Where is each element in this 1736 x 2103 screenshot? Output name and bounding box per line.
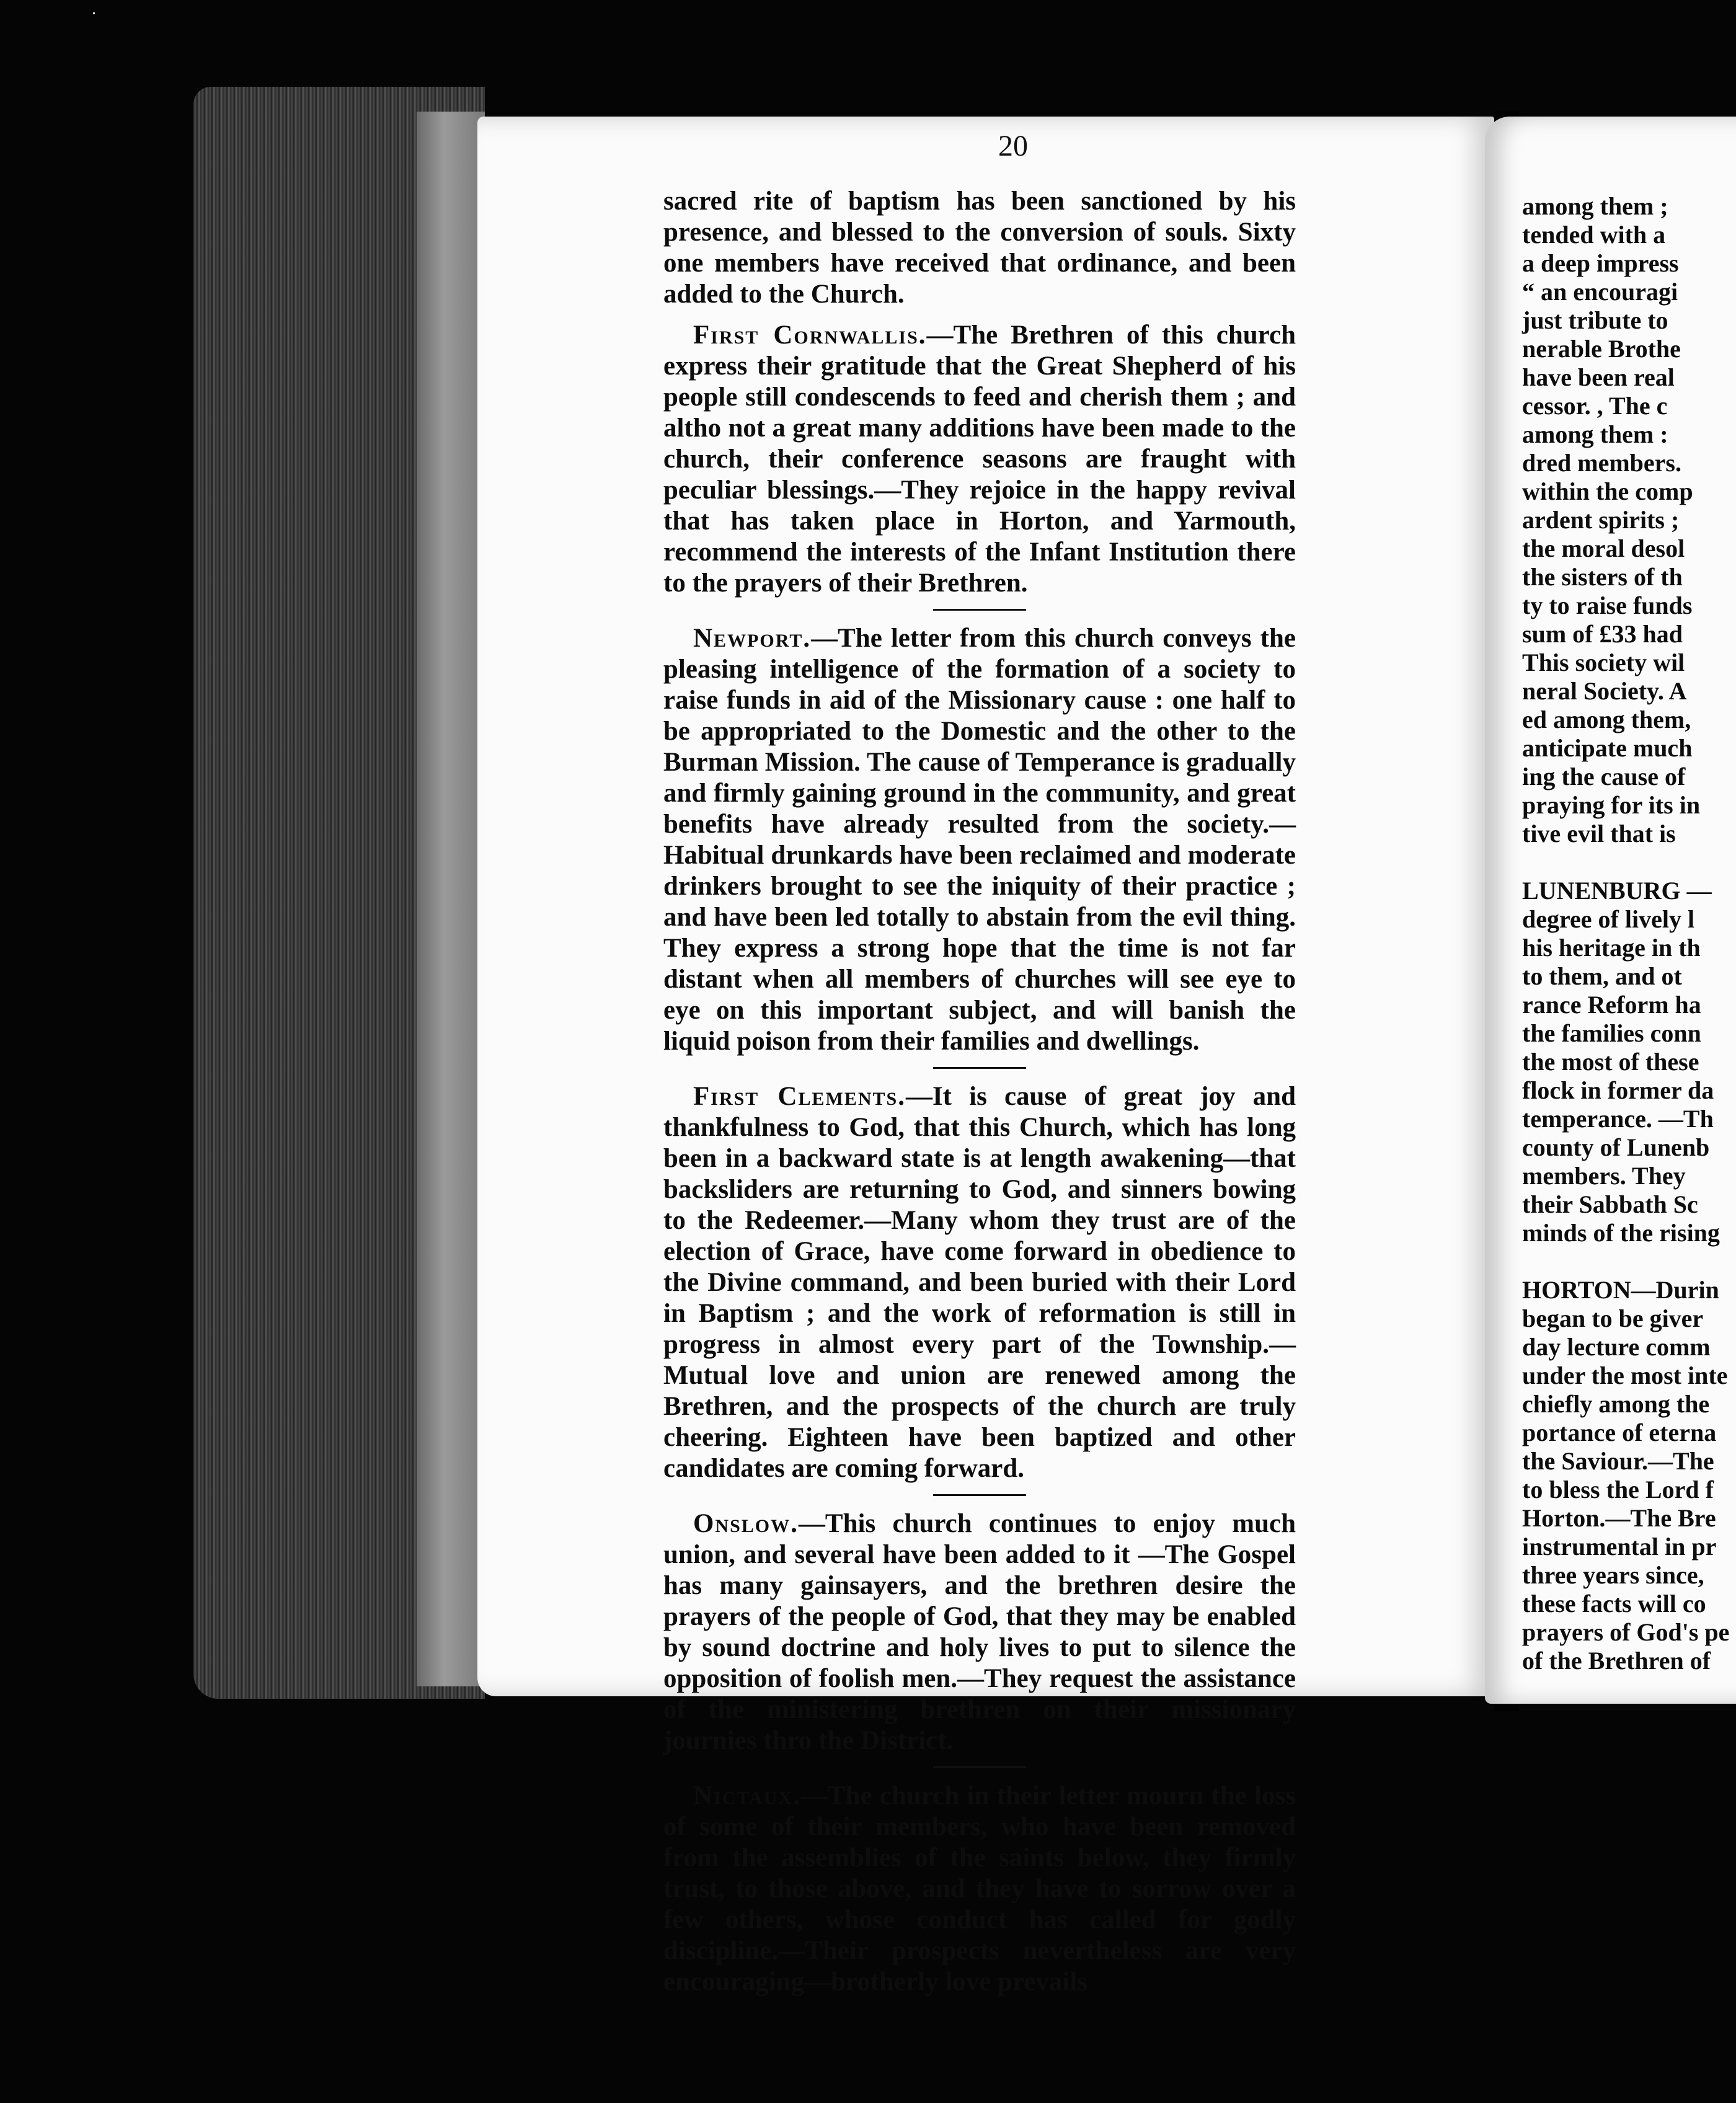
right-page-line: ardent spirits ; bbox=[1522, 506, 1680, 534]
section-first-cornwallis bbox=[663, 320, 1296, 599]
right-page-line: rance Reform ha bbox=[1522, 991, 1701, 1019]
right-page-line: the sisters of th bbox=[1522, 563, 1683, 591]
right-page-line: anticipate much bbox=[1522, 734, 1693, 762]
right-page-line: a deep impress bbox=[1522, 249, 1679, 277]
section-text: —The Brethren of this church express their gratitude that the Great Shepherd of his people still condescends to feed and cherish them ; and altho not a great many additions have been made to the church, their conference seasons are fraught with peculiar blessings.—They rejoice in the happy revival that has taken place in Horton, and Yarmouth, recommend the interests of the Infant Institution there to the prayers of their Brethren. bbox=[663, 321, 1296, 598]
right-page-line: three years since, bbox=[1522, 1561, 1704, 1589]
section-text: —This church continues to enjoy much union, and several have been added to it —The Gospel has many gainsayers, and the brethren desire the prayers of the people of God, that they may be enabled by sound doctrine and holy lives to put to silence the opposition of foolish men.—They request the assistance of the ministering brethren on their missionary journies thro the District. bbox=[663, 1509, 1296, 1755]
right-page-line: of the Brethren of bbox=[1522, 1647, 1711, 1675]
right-page-line: within the comp bbox=[1522, 477, 1693, 505]
right-page-line: portance of eterna bbox=[1522, 1419, 1717, 1446]
right-page-line: to bless the Lord f bbox=[1522, 1476, 1714, 1503]
right-page-line: ty to raise funds bbox=[1522, 591, 1693, 619]
right-page-line: their Sabbath Sc bbox=[1522, 1190, 1698, 1218]
right-page-line: tended with a bbox=[1522, 221, 1666, 249]
left-page bbox=[477, 117, 1494, 1996]
section-text: —The church in their letter mourn the loss of some of their members, who have been removed from the assemblies of the saints below, they firmly trust, to those above, and they have to sorrow over a few others, whose conduct has called for godly discipline.—Their prospects nevertheless are very encouraging—brotherly love prevails bbox=[663, 1781, 1296, 1996]
section-first-clements bbox=[663, 1081, 1296, 1484]
right-page-line: degree of lively l bbox=[1522, 905, 1695, 933]
right-page-line: praying for its in bbox=[1522, 791, 1701, 819]
right-page bbox=[1485, 117, 1736, 1704]
section-newport bbox=[663, 623, 1296, 1057]
section-nictaux bbox=[663, 1781, 1296, 1998]
right-page-line: among them : bbox=[1522, 420, 1668, 448]
right-page-line: temperance. —Th bbox=[1522, 1105, 1714, 1133]
right-page-line: Horton.—The Bre bbox=[1522, 1504, 1716, 1532]
section-heading: Nictaux. bbox=[693, 1781, 801, 1810]
right-page-line: tive evil that is bbox=[1522, 820, 1676, 848]
section-onslow bbox=[663, 1508, 1296, 1756]
right-page-line: ed among them, bbox=[1522, 706, 1691, 733]
right-page-line: have been real bbox=[1522, 363, 1675, 391]
right-page-line: nerable Brothe bbox=[1522, 335, 1681, 363]
right-page-line: these facts will co bbox=[1522, 1590, 1706, 1618]
right-page-line: county of Lunenb bbox=[1522, 1133, 1710, 1161]
section-text: —The letter from this church conveys the pleasing intelligence of the formation of a society to raise funds in aid of the Missionary cause : one half to be appropriated to the Domestic and the other to the Burman Mission. The cause of Temperance is gradually and firmly gaining ground in the community, and great benefits have already resulted from the society.—Habitual drunkards have been reclaimed and moderate drinkers brought to see the iniquity of their practice ; and have been led totally to abstain from the evil thing. They express a strong hope that the time is not far distant when all members of churches will see eye to eye on this important subject, and will banish the liquid poison from their families and dwellings. bbox=[663, 624, 1296, 1056]
right-page-line: sum of £33 had bbox=[1522, 620, 1683, 648]
section-text: —It is cause of great joy and thankfulness to God, that this Church, which has long been in a backward state is at length awakening—that backsliders are returning to God, and sinners bowing to the Redeemer.—Many whom they trust are of the election of Grace, have come forward in obedience to the Divine command, and been buried with their Lord in Baptism ; and the work of reformation is still in progress in almost every part of the Township.—Mutual love and union are renewed among the Brethren, and the prospects of the church are truly cheering. Eighteen have been baptized and other candidates are coming forward. bbox=[663, 1082, 1296, 1483]
intro-paragraph: sacred rite of baptism has been sanctioned by his presence, and blessed to the conversion of souls. Sixty one members have received that ordinance, and been added to the Church. bbox=[663, 187, 1296, 309]
section-heading: Onslow. bbox=[693, 1509, 799, 1538]
right-page-line: the Saviour.—The bbox=[1522, 1447, 1714, 1475]
right-page-line: ing the cause of bbox=[1522, 763, 1686, 790]
right-page-line: instrumental in pr bbox=[1522, 1533, 1717, 1561]
right-page-line: chiefly among the bbox=[1522, 1390, 1710, 1418]
right-page-line: his heritage in th bbox=[1522, 934, 1701, 962]
right-page-line: cessor. , The c bbox=[1522, 392, 1668, 420]
left-text-column bbox=[663, 186, 1296, 2008]
line-gap bbox=[1522, 1247, 1736, 1276]
right-page-line: under the most inte bbox=[1522, 1361, 1728, 1389]
right-page-line: LUNENBURG — bbox=[1522, 877, 1712, 905]
right-page-line: just tribute to bbox=[1522, 306, 1668, 334]
section-heading: First Cornwallis. bbox=[693, 321, 927, 350]
right-page-line: to them, and ot bbox=[1522, 962, 1682, 990]
right-page-line: day lecture comm bbox=[1522, 1333, 1711, 1361]
right-page-line: among them ; bbox=[1522, 192, 1668, 220]
section-divider bbox=[933, 1494, 1026, 1496]
section-heading: Newport. bbox=[693, 624, 812, 653]
line-gap bbox=[1522, 848, 1736, 877]
scan-speck bbox=[93, 12, 95, 14]
section-heading: First Clements. bbox=[693, 1082, 906, 1111]
right-page-line: the most of these bbox=[1522, 1048, 1699, 1076]
right-page-line: began to be giver bbox=[1522, 1304, 1704, 1332]
right-page-line: members. They bbox=[1522, 1162, 1686, 1190]
right-page-line: the moral desol bbox=[1522, 534, 1685, 562]
right-page-line: prayers of God's pe bbox=[1522, 1618, 1730, 1646]
book-page-edges bbox=[193, 87, 485, 1699]
page-number: 20 bbox=[998, 130, 1028, 162]
right-page-line: HORTON—Durin bbox=[1522, 1276, 1719, 1304]
right-page-line: minds of the rising bbox=[1522, 1219, 1720, 1247]
section-divider bbox=[933, 1067, 1026, 1069]
right-page-line: dred members. bbox=[1522, 449, 1681, 477]
right-text-column bbox=[1522, 192, 1736, 1675]
right-page-line: flock in former da bbox=[1522, 1076, 1714, 1104]
right-page-line: “ an encouragi bbox=[1522, 278, 1678, 306]
section-divider bbox=[933, 609, 1026, 611]
section-divider bbox=[933, 1766, 1026, 1768]
right-page-line: neral Society. A bbox=[1522, 677, 1687, 705]
right-page-line: This society wil bbox=[1522, 649, 1685, 676]
right-page-line: the families conn bbox=[1522, 1019, 1701, 1047]
